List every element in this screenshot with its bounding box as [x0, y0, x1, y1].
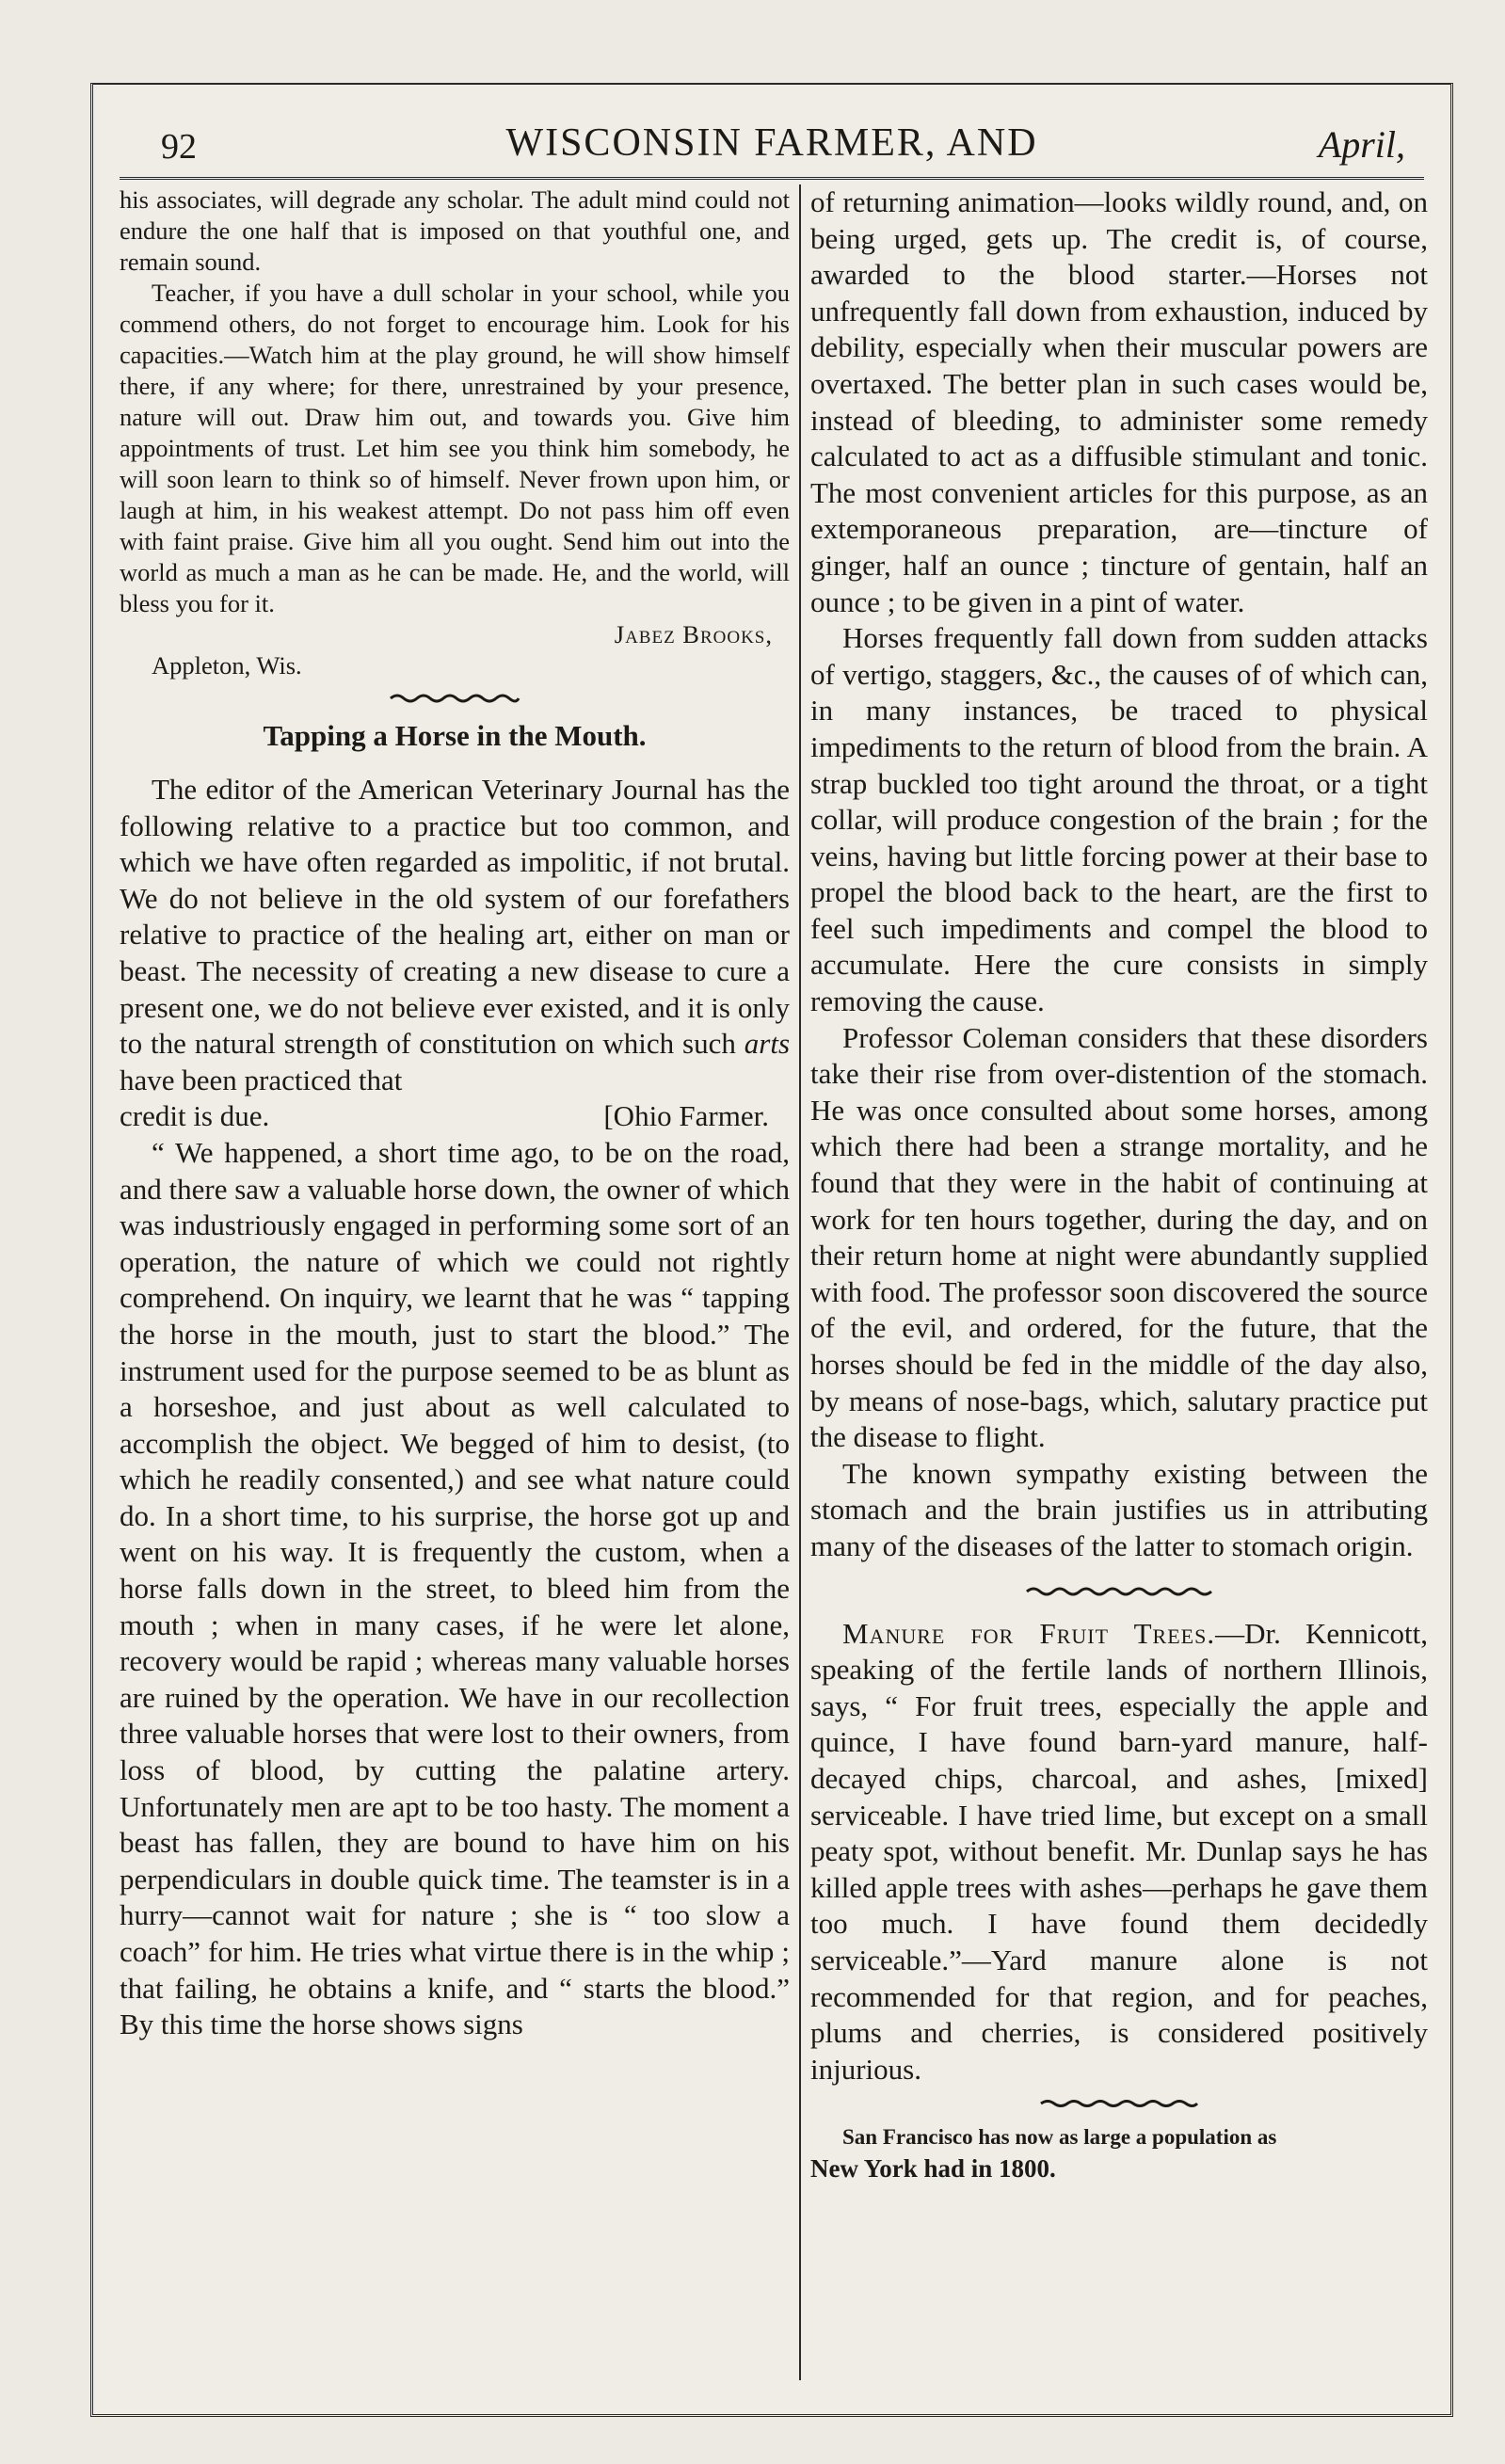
column-divider [799, 184, 801, 2380]
running-title: WISCONSIN FARMER, AND [505, 121, 1038, 165]
citation-line [120, 1098, 790, 1135]
left-column [120, 184, 790, 2380]
quoted-paragraph: “ We happened, a short time ago, to be on the road, and there saw a valuable horse down, the owner of which was industriously engaged in performing some sort of an operation, the nature of which we could not rightly comprehend. On inquiry, we learnt that he was “ tapping the horse in the mouth, just to start the blood.” The instrument used for the purpose seemed to be as blunt as a horseshoe, and just about as well calculated to accomplish the object. We begged of him to desist, (to which he readily consented,) and see what nature could do. In a short time, to his surprise, the horse got up and went on his way. It is frequently the custom, when a horse falls down in the street, to bleed him from the mouth ; when in many cases, if he were let alone, recovery would be rapid ; whereas many valuable horses are ruined by the operation. We have in our recollection three valuable horses that were lost to their owners, from loss of blood, by cutting the palatine artery. Unfortunately men are apt to be too hasty. The moment a beast has fallen, they are bound to have him on his perpendiculars in double quick time. The teamster is in a hurry—cannot wait for nature ; she is “ too slow a coach” for him. He tries what virtue there is in the whip ; that failing, he obtains a knife, and “ starts the blood.” By this time the horse shows signs [120, 1135, 790, 2041]
paragraph: his associates, will degrade any scholar. The adult mind could not endure the one half that is imposed on that youthful one, and remain sound. [120, 185, 790, 276]
section-ornament [120, 691, 790, 710]
page-number: 92 [161, 127, 197, 167]
section-ornament [810, 1584, 1428, 1603]
credit-text: credit is due. [120, 1099, 270, 1133]
source-citation: [Ohio Farmer. [603, 1099, 769, 1133]
right-column [810, 184, 1428, 2380]
author-signature: Jabez Brooks, [614, 620, 773, 648]
signature-line [120, 619, 790, 650]
paragraph: The editor of the American Veterinary Journal has the following relative to a practice but too common, and which we have often regarded as impolitic, if not brutal. We do not believe in the old system of our forefathers relative to practice of the healing art, either on man or beast. The necessity of creating a new disease to cure a present one, we do not believe ever existed, and it is only to the natural strength of constitution on which such arts have been practiced that [120, 773, 790, 1096]
paragraph: Horses frequently fall down from sudden attacks of vertigo, staggers, &c., the causes of of which can, in many instances, be traced to physical impediments to the return of blood from the brain. A strap buckled too tight around the throat, or a tight collar, will produce congestion of the brain ; for the veins, having but little forcing power at their base to propel the blood back to the heart, are the first to feel such impediments and compel the blood to accumulate. Here the cure consists in simply removing the cause. [810, 621, 1428, 1018]
issue-month: April, [1318, 123, 1405, 166]
newspaper-page [90, 83, 1453, 2417]
author-place: Appleton, Wis. [152, 651, 302, 680]
paragraph: Professor Coleman considers that these disorders take their rise from over-distention of the stomach. He was once consulted about some horses, among which there had been a strange mortality, and he found that they were in the habit of continuing at work for ten hours together, during the day, and on their return home at night were abundantly supplied with food. The professor soon discovered the source of the evil, and ordered, for the future, that the horses should be fed in the middle of the day also, by means of nose-bags, which, salutary practice put the disease to flight. [810, 1020, 1428, 1454]
page-header [120, 102, 1424, 180]
paragraph: The known sympathy existing between the stomach and the brain justifies us in attributing many of the diseases of the latter to stomach origin. [810, 1456, 1428, 1562]
section-heading: Manure for Fruit Trees. [842, 1616, 1216, 1650]
article-title: Tapping a Horse in the Mouth. [263, 719, 647, 752]
news-note: San Francisco has now as large a population as [842, 2125, 1277, 2150]
paragraph: Teacher, if you have a dull scholar in your school, while you commend others, do not forget to encourage him. Look for his capacities.—Watch him at the play ground, he will show himself there, if any where; for there, unrestrained by your presence, nature will out. Draw him out, and towards you. Give him appointments of trust. Let him see you think him somebody, he will soon learn to think so of himself. Never frown upon him, or laugh at him, in his weakest attempt. Do not pass him off even with faint praise. Give him all you ought. Send him out into the world as much a man as he can be made. He, and the world, will bless you for it. [120, 279, 790, 617]
news-note-end: New York had in 1800. [810, 2154, 1056, 2184]
paragraph: of returning animation—looks wildly round, and, on being urged, gets up. The credit is, of course, awarded to the blood starter.—Horses not unfrequently fall down from exhaustion, induced by debility, especially when their muscular powers are overtaxed. The better plan in such cases would be, instead of bleeding, to administer some remedy calculated to act as a diffusible stimulant and tonic. The most convenient articles for this purpose, as an extemporaneous preparation, are—tincture of ginger, half an ounce ; tincture of gentain, half an ounce ; to be given in a pint of water. [810, 185, 1428, 618]
section-ornament [810, 2097, 1428, 2116]
paragraph: Manure for Fruit Trees.—Dr. Kennicott, speaking of the fertile lands of northern Illinois, says, “ For fruit trees, especially the apple and quince, I have found barn-yard manure, half-decayed chips, charcoal, and ashes, [mixed] serviceable. I have tried lime, but except on a small peaty spot, without benefit. Mr. Dunlap says he has killed apple trees with ashes—perhaps he gave them too much. I have found them decidedly serviceable.”—Yard manure alone is not recommended for that region, and for peaches, plums and cherries, is considered positively injurious. [810, 1616, 1428, 2086]
